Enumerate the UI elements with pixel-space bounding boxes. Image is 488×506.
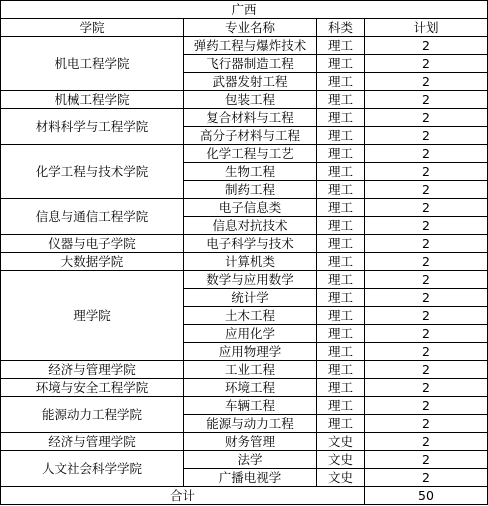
table-row <box>1 199 488 217</box>
college-cell: 大数据学院 <box>1 253 184 271</box>
category-cell: 理工 <box>317 307 365 325</box>
major-cell: 复合材料与工程 <box>184 109 317 127</box>
plan-cell: 2 <box>365 325 488 343</box>
table-row <box>1 361 488 379</box>
major-cell: 环境工程 <box>184 379 317 397</box>
college-cell: 人文社会科学学院 <box>1 451 184 487</box>
title-row <box>1 1 488 19</box>
college-cell: 机械工程学院 <box>1 91 184 109</box>
major-cell: 电子信息类 <box>184 199 317 217</box>
major-cell: 工业工程 <box>184 361 317 379</box>
major-cell: 法学 <box>184 451 317 469</box>
major-cell: 计算机类 <box>184 253 317 271</box>
plan-cell: 2 <box>365 451 488 469</box>
major-cell: 应用物理学 <box>184 343 317 361</box>
major-cell: 生物工程 <box>184 163 317 181</box>
major-cell: 制药工程 <box>184 181 317 199</box>
header-college: 学院 <box>1 19 184 37</box>
plan-cell: 2 <box>365 235 488 253</box>
major-cell: 信息对抗技术 <box>184 217 317 235</box>
category-cell: 文史 <box>317 469 365 487</box>
total-row <box>1 487 488 505</box>
plan-cell: 2 <box>365 343 488 361</box>
category-cell: 理工 <box>317 145 365 163</box>
table-row <box>1 91 488 109</box>
category-cell: 理工 <box>317 199 365 217</box>
plan-cell: 2 <box>365 199 488 217</box>
category-cell: 理工 <box>317 325 365 343</box>
category-cell: 理工 <box>317 253 365 271</box>
college-cell: 信息与通信工程学院 <box>1 199 184 235</box>
college-cell: 化学工程与技术学院 <box>1 145 184 199</box>
major-cell: 高分子材料与工程 <box>184 127 317 145</box>
total-value: 50 <box>365 487 488 505</box>
plan-cell: 2 <box>365 469 488 487</box>
plan-cell: 2 <box>365 163 488 181</box>
header-plan: 计划 <box>365 19 488 37</box>
major-cell: 弹药工程与爆炸技术 <box>184 37 317 55</box>
category-cell: 理工 <box>317 127 365 145</box>
major-cell: 数学与应用数学 <box>184 271 317 289</box>
college-cell: 经济与管理学院 <box>1 361 184 379</box>
category-cell: 理工 <box>317 397 365 415</box>
category-cell: 理工 <box>317 289 365 307</box>
major-cell: 财务管理 <box>184 433 317 451</box>
category-cell: 理工 <box>317 55 365 73</box>
plan-cell: 2 <box>365 55 488 73</box>
major-cell: 统计学 <box>184 289 317 307</box>
college-cell: 环境与安全工程学院 <box>1 379 184 397</box>
header-category: 科类 <box>317 19 365 37</box>
plan-cell: 2 <box>365 217 488 235</box>
plan-cell: 2 <box>365 37 488 55</box>
table-row <box>1 235 488 253</box>
plan-cell: 2 <box>365 253 488 271</box>
plan-cell: 2 <box>365 415 488 433</box>
plan-cell: 2 <box>365 73 488 91</box>
plan-cell: 2 <box>365 271 488 289</box>
category-cell: 理工 <box>317 73 365 91</box>
category-cell: 理工 <box>317 361 365 379</box>
table-row <box>1 253 488 271</box>
table-body <box>1 1 488 505</box>
plan-cell: 2 <box>365 145 488 163</box>
header-row <box>1 19 488 37</box>
major-cell: 化学工程与工艺 <box>184 145 317 163</box>
plan-cell: 2 <box>365 181 488 199</box>
plan-cell: 2 <box>365 379 488 397</box>
plan-cell: 2 <box>365 91 488 109</box>
plan-cell: 2 <box>365 397 488 415</box>
plan-cell: 2 <box>365 361 488 379</box>
college-cell: 能源动力工程学院 <box>1 397 184 433</box>
category-cell: 理工 <box>317 109 365 127</box>
plan-cell: 2 <box>365 289 488 307</box>
college-cell: 理学院 <box>1 271 184 361</box>
college-cell: 材料科学与工程学院 <box>1 109 184 145</box>
category-cell: 文史 <box>317 433 365 451</box>
table-row <box>1 379 488 397</box>
category-cell: 理工 <box>317 37 365 55</box>
college-cell: 经济与管理学院 <box>1 433 184 451</box>
major-cell: 应用化学 <box>184 325 317 343</box>
table-row <box>1 109 488 127</box>
plan-cell: 2 <box>365 307 488 325</box>
table-row <box>1 37 488 55</box>
category-cell: 理工 <box>317 217 365 235</box>
major-cell: 车辆工程 <box>184 397 317 415</box>
major-cell: 土木工程 <box>184 307 317 325</box>
plan-cell: 2 <box>365 433 488 451</box>
category-cell: 理工 <box>317 379 365 397</box>
category-cell: 文史 <box>317 451 365 469</box>
major-cell: 武器发射工程 <box>184 73 317 91</box>
category-cell: 理工 <box>317 181 365 199</box>
table-row <box>1 145 488 163</box>
category-cell: 理工 <box>317 163 365 181</box>
table-row <box>1 397 488 415</box>
major-cell: 飞行器制造工程 <box>184 55 317 73</box>
major-cell: 能源与动力工程 <box>184 415 317 433</box>
major-cell: 广播电视学 <box>184 469 317 487</box>
total-label: 合计 <box>1 487 365 505</box>
table-row <box>1 271 488 289</box>
major-cell: 电子科学与技术 <box>184 235 317 253</box>
table-title: 广西 <box>1 1 488 19</box>
category-cell: 理工 <box>317 235 365 253</box>
college-cell: 仪器与电子学院 <box>1 235 184 253</box>
category-cell: 理工 <box>317 271 365 289</box>
plan-cell: 2 <box>365 109 488 127</box>
category-cell: 理工 <box>317 91 365 109</box>
category-cell: 理工 <box>317 343 365 361</box>
plan-cell: 2 <box>365 127 488 145</box>
header-major: 专业名称 <box>184 19 317 37</box>
table-row <box>1 433 488 451</box>
major-cell: 包装工程 <box>184 91 317 109</box>
college-cell: 机电工程学院 <box>1 37 184 91</box>
category-cell: 理工 <box>317 415 365 433</box>
table-row <box>1 451 488 469</box>
